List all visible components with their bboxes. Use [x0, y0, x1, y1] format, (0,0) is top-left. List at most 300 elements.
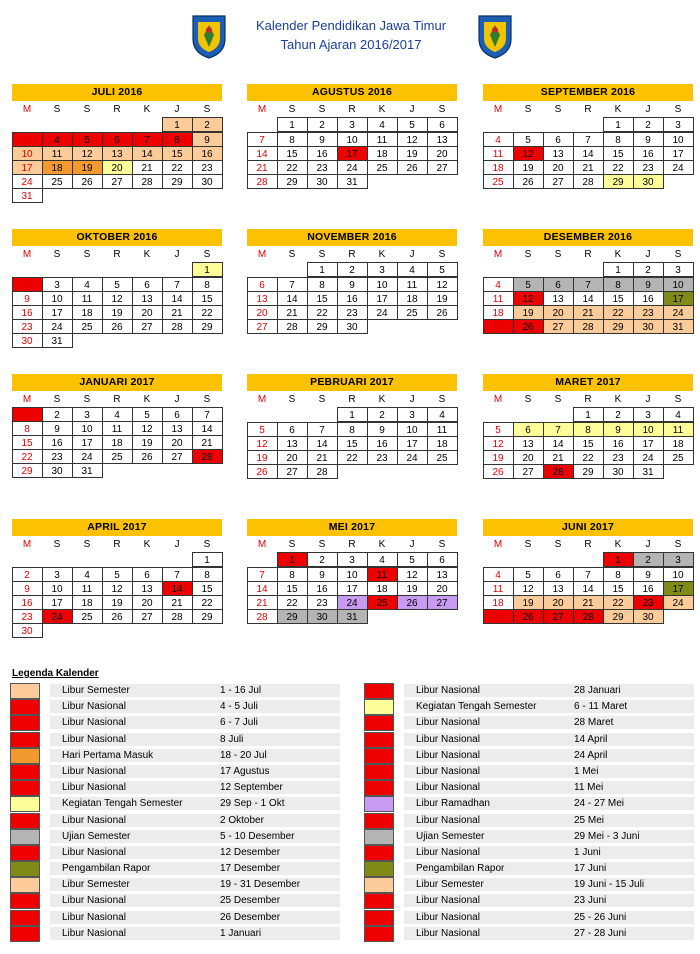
- day-cell: 6: [132, 277, 163, 292]
- legend-color-swatch: [364, 699, 394, 715]
- day-cell: 13: [543, 146, 574, 161]
- day-cell: 15: [307, 291, 338, 306]
- legend-row: [10, 861, 340, 877]
- legend-row: [10, 764, 340, 780]
- empty-cell: [543, 117, 573, 132]
- day-cell: 14: [247, 146, 278, 161]
- day-cell: 9: [42, 421, 73, 436]
- day-cell: 13: [102, 146, 133, 161]
- day-cell: 18: [397, 291, 428, 306]
- day-cell: 20: [102, 160, 133, 175]
- weekday-header: R: [584, 394, 592, 405]
- day-cell: 20: [162, 435, 193, 450]
- legend-label: Libur Nasional: [416, 685, 480, 696]
- day-cell: 31: [12, 188, 43, 203]
- day-cell: 29: [162, 174, 193, 189]
- legend-color-swatch: [364, 893, 394, 909]
- day-cell: 10: [663, 132, 694, 147]
- day-cell: 17: [663, 291, 694, 306]
- weekday-header: R: [348, 394, 356, 405]
- legend-row: [10, 893, 340, 909]
- day-cell: 17: [337, 581, 368, 596]
- day-cell: 16: [367, 436, 398, 451]
- month-title: MEI 2017: [247, 519, 457, 536]
- empty-cell: [513, 117, 543, 132]
- empty-cell: [72, 262, 102, 277]
- empty-cell: [12, 552, 42, 567]
- legend-date: 17 Juni: [574, 863, 607, 875]
- day-cell: 26: [397, 595, 428, 610]
- legend-label: Libur Nasional: [62, 895, 126, 907]
- legend-color-swatch: [10, 796, 40, 812]
- legend-color-swatch: [10, 813, 40, 829]
- day-cell: 9: [633, 277, 664, 292]
- day-cell: 20: [427, 581, 458, 596]
- day-cell: 21: [307, 450, 338, 465]
- day-cell: 4: [663, 407, 694, 422]
- day-cell: 16: [307, 146, 338, 161]
- day-cell: 31: [337, 174, 368, 189]
- day-cell: 28: [573, 174, 604, 189]
- day-cell: 26: [513, 319, 544, 334]
- day-cell: 11: [102, 421, 133, 436]
- day-cell: 11: [367, 132, 398, 147]
- day-cell: 28: [192, 449, 223, 464]
- legend-date: 19 Juni - 15 Juli: [574, 879, 645, 891]
- weekday-header: S: [318, 539, 326, 550]
- month-title: AGUSTUS 2016: [247, 84, 457, 101]
- day-cell: 11: [483, 291, 514, 306]
- day-cell: 1: [192, 262, 223, 277]
- weekday-header: J: [174, 249, 180, 260]
- day-cell: 2: [633, 552, 664, 567]
- day-cell: 15: [337, 436, 368, 451]
- legend-color-swatch: [10, 780, 40, 796]
- day-cell: 6: [247, 277, 278, 292]
- legend-row: [364, 861, 694, 877]
- day-cell: 18: [72, 305, 103, 320]
- empty-cell: [513, 552, 543, 567]
- weekday-header: K: [614, 539, 622, 550]
- day-cell: 25: [42, 174, 73, 189]
- legend-label: Libur Nasional: [416, 717, 480, 729]
- day-cell: 30: [337, 319, 368, 334]
- day-cell: 6: [102, 132, 133, 147]
- empty-cell: [277, 262, 307, 277]
- empty-cell: [247, 117, 277, 132]
- day-cell: 19: [72, 160, 103, 175]
- day-cell: 15: [603, 581, 634, 596]
- weekday-header: M: [493, 394, 503, 405]
- day-cell: 25: [102, 449, 133, 464]
- day-cell: 30: [307, 609, 338, 624]
- day-cell: 23: [367, 450, 398, 465]
- day-cell: 27: [277, 464, 308, 479]
- day-cell: 30: [12, 623, 43, 638]
- day-cell: 20: [543, 305, 574, 320]
- day-cell: 23: [307, 595, 338, 610]
- legend-label: Libur Semester: [416, 879, 484, 891]
- weekday-header: R: [113, 249, 121, 260]
- weekday-header: K: [143, 539, 151, 550]
- day-cell: 9: [367, 422, 398, 437]
- day-cell: 27: [543, 174, 574, 189]
- legend-color-swatch: [364, 813, 394, 829]
- day-cell: 22: [12, 449, 43, 464]
- day-cell: 30: [12, 333, 43, 348]
- day-cell: 10: [367, 277, 398, 292]
- legend-color-swatch: [364, 780, 394, 796]
- day-cell: 6: [543, 277, 574, 292]
- month-title: APRIL 2017: [12, 519, 222, 536]
- legend-color-swatch: [10, 893, 40, 909]
- legend-row: [10, 748, 340, 764]
- day-cell: 11: [42, 146, 73, 161]
- weekday-header: M: [493, 539, 503, 550]
- day-cell: 7: [573, 132, 604, 147]
- weekday-header: R: [584, 539, 592, 550]
- day-cell: 3: [397, 407, 428, 422]
- day-cell: 14: [573, 581, 604, 596]
- day-cell: 22: [192, 595, 223, 610]
- day-cell: 30: [192, 174, 223, 189]
- day-cell: 15: [192, 581, 223, 596]
- month-calendar: [247, 84, 457, 188]
- weekday-header: S: [83, 104, 91, 115]
- weekday-header: M: [257, 394, 267, 405]
- title-line-1: Kalender Pendidikan Jawa Timur: [255, 18, 447, 33]
- legend-color-swatch: [10, 732, 40, 748]
- day-cell: 11: [367, 567, 398, 582]
- day-cell: 18: [483, 160, 514, 175]
- day-cell: 14: [162, 291, 193, 306]
- day-cell: 14: [277, 291, 308, 306]
- day-cell: 9: [192, 132, 223, 147]
- day-cell: 14: [132, 146, 163, 161]
- day-cell: 3: [663, 262, 694, 277]
- day-cell: 17: [42, 305, 73, 320]
- title-line-2: Tahun Ajaran 2016/2017: [280, 37, 422, 52]
- day-cell: 2: [307, 117, 338, 132]
- weekday-header: S: [83, 539, 91, 550]
- day-cell: 11: [483, 581, 514, 596]
- empty-cell: [132, 117, 162, 132]
- weekday-header: S: [83, 249, 91, 260]
- day-cell: 19: [247, 450, 278, 465]
- day-cell: 9: [633, 567, 664, 582]
- month-calendar: [12, 229, 222, 347]
- day-cell: 4: [42, 132, 73, 147]
- day-cell: 30: [633, 319, 664, 334]
- day-cell: 25: [427, 450, 458, 465]
- day-cell: 6: [132, 567, 163, 582]
- day-cell: 3: [663, 117, 694, 132]
- legend-date: 2 Oktober: [220, 814, 264, 826]
- legend-row: [364, 893, 694, 909]
- legend-label: Libur Nasional: [416, 733, 480, 745]
- day-cell: 25: [367, 595, 398, 610]
- month-calendar: [247, 229, 457, 333]
- day-cell: 21: [247, 160, 278, 175]
- legend-date: 23 Juni: [574, 895, 607, 907]
- month-calendar: [12, 374, 222, 477]
- day-cell: 31: [42, 333, 73, 348]
- day-cell: 12: [513, 146, 544, 161]
- weekday-header: S: [288, 249, 296, 260]
- weekday-header: S: [53, 394, 61, 405]
- legend-label: Libur Nasional: [416, 911, 480, 923]
- weekday-header: S: [288, 394, 296, 405]
- legend-date: 28 Januari: [574, 685, 621, 696]
- weekday-header: J: [645, 394, 651, 405]
- day-cell: 4: [397, 262, 428, 277]
- legend-row: [10, 732, 340, 748]
- day-cell: 17: [663, 581, 694, 596]
- day-cell: 20: [132, 305, 163, 320]
- month-title: SEPTEMBER 2016: [483, 84, 693, 101]
- legend-date: 26 Desember: [220, 911, 281, 923]
- legend-date: 18 - 20 Jul: [220, 749, 267, 761]
- day-cell: 17: [12, 160, 43, 175]
- legend-label: Libur Nasional: [416, 782, 480, 794]
- day-cell: 31: [72, 463, 103, 478]
- day-cell: 20: [247, 305, 278, 320]
- legend-date: 14 April: [574, 733, 608, 745]
- day-cell: 12: [483, 436, 514, 451]
- legend-label: Pengambilan Rapor: [416, 863, 505, 875]
- weekday-header: S: [318, 394, 326, 405]
- day-cell: 25: [483, 174, 514, 189]
- legend-date: 1 Juni: [574, 846, 601, 858]
- day-cell: 6: [543, 567, 574, 582]
- weekday-header: S: [554, 539, 562, 550]
- day-cell: 3: [337, 552, 368, 567]
- weekday-header: S: [674, 249, 682, 260]
- legend-label: Libur Nasional: [62, 927, 126, 939]
- day-cell: 17: [397, 436, 428, 451]
- legend-row: [364, 910, 694, 926]
- day-cell: 1: [603, 552, 634, 567]
- day-cell: 31: [663, 319, 694, 334]
- empty-cell: [132, 552, 162, 567]
- legend-color-swatch: [364, 732, 394, 748]
- day-cell: 27: [427, 595, 458, 610]
- day-cell: 7: [543, 422, 574, 437]
- weekday-header: S: [203, 539, 211, 550]
- day-cell: 21: [277, 305, 308, 320]
- legend-color-swatch: [364, 845, 394, 861]
- day-cell: 26: [102, 319, 133, 334]
- day-cell: 18: [102, 435, 133, 450]
- weekday-header: R: [113, 539, 121, 550]
- legend-color-swatch: [10, 845, 40, 861]
- day-cell: 11: [72, 291, 103, 306]
- empty-cell: [543, 262, 573, 277]
- day-cell: 19: [427, 291, 458, 306]
- empty-cell: [543, 407, 573, 422]
- day-cell: 2: [337, 262, 368, 277]
- day-cell: 8: [337, 422, 368, 437]
- month-title: MARET 2017: [483, 374, 693, 391]
- day-cell: 23: [42, 449, 73, 464]
- day-cell: 15: [603, 146, 634, 161]
- legend-row: [10, 813, 340, 829]
- empty-cell: [72, 552, 102, 567]
- legend-date: 5 - 10 Desember: [220, 830, 295, 842]
- day-cell: 1: [277, 552, 308, 567]
- empty-cell: [247, 407, 277, 422]
- day-cell: 2: [12, 567, 43, 582]
- weekday-header: M: [22, 104, 32, 115]
- day-cell: 18: [367, 581, 398, 596]
- day-cell: 7: [192, 407, 223, 422]
- day-cell: 16: [12, 595, 43, 610]
- day-cell: 21: [192, 435, 223, 450]
- day-cell: 4: [102, 407, 133, 422]
- month-calendar: [483, 374, 693, 478]
- day-cell: 16: [42, 435, 73, 450]
- day-cell: 18: [427, 436, 458, 451]
- day-cell: 10: [42, 581, 73, 596]
- day-cell: 22: [277, 160, 308, 175]
- legend-date: 8 Juli: [220, 733, 244, 745]
- weekday-header: S: [438, 104, 446, 115]
- day-cell: 19: [397, 581, 428, 596]
- day-cell: 11: [427, 422, 458, 437]
- day-cell: 16: [12, 305, 43, 320]
- legend-date: 17 Agustus: [220, 765, 270, 777]
- day-cell: 24: [663, 595, 694, 610]
- day-cell: 23: [633, 595, 664, 610]
- legend-date: 24 - 27 Mei: [574, 798, 625, 810]
- day-cell: 8: [573, 422, 604, 437]
- legend-color-swatch: [364, 926, 394, 942]
- day-cell: 7: [573, 567, 604, 582]
- legend-label: Libur Nasional: [62, 814, 126, 826]
- day-cell: 1: [603, 117, 634, 132]
- east-java-emblem-icon: [476, 13, 514, 59]
- day-cell: 26: [513, 609, 544, 624]
- day-cell: 11: [663, 422, 694, 437]
- day-cell: 3: [663, 552, 694, 567]
- day-cell: 10: [633, 422, 664, 437]
- day-cell: 7: [277, 277, 308, 292]
- day-cell: 2: [192, 117, 223, 132]
- legend-color-swatch: [364, 764, 394, 780]
- day-cell: 30: [42, 463, 73, 478]
- weekday-header: M: [22, 249, 32, 260]
- day-cell: 6: [513, 422, 544, 437]
- month-title: PEBRUARI 2017: [247, 374, 457, 391]
- day-cell: 24: [337, 160, 368, 175]
- legend-color-swatch: [364, 877, 394, 893]
- legend-color-swatch: [10, 877, 40, 893]
- day-cell: 23: [337, 305, 368, 320]
- weekday-header: S: [674, 104, 682, 115]
- day-cell: 10: [337, 132, 368, 147]
- day-cell: 5: [132, 407, 163, 422]
- day-cell: 23: [192, 160, 223, 175]
- legend-date: 29 Sep - 1 Okt: [220, 798, 285, 810]
- day-cell: 30: [633, 174, 664, 189]
- month-calendar: [12, 519, 222, 637]
- legend-date: 25 - 26 Juni: [574, 911, 627, 923]
- legend-label: Libur Nasional: [416, 895, 480, 907]
- day-cell: 23: [307, 160, 338, 175]
- legend-label: Libur Nasional: [62, 701, 126, 713]
- day-cell: 10: [663, 277, 694, 292]
- day-cell: 7: [132, 132, 163, 147]
- day-cell: 13: [427, 567, 458, 582]
- empty-cell: [573, 117, 603, 132]
- day-cell: 8: [192, 277, 223, 292]
- day-cell: 27: [247, 319, 278, 334]
- day-cell: 16: [307, 581, 338, 596]
- legend-row: [364, 877, 694, 893]
- day-cell: 12: [102, 291, 133, 306]
- legend-row: [364, 845, 694, 861]
- weekday-header: S: [554, 394, 562, 405]
- weekday-header: M: [493, 104, 503, 115]
- day-cell: 20: [543, 595, 574, 610]
- month-calendar: [247, 374, 457, 478]
- day-cell: 4: [427, 407, 458, 422]
- weekday-header: S: [554, 249, 562, 260]
- day-cell: 14: [162, 581, 193, 596]
- legend-row: [10, 699, 340, 715]
- day-cell: 19: [132, 435, 163, 450]
- day-cell: 13: [162, 421, 193, 436]
- month-calendar: [247, 519, 457, 623]
- legend-date: 27 - 28 Juni: [574, 927, 627, 939]
- day-cell: 11: [397, 277, 428, 292]
- day-cell: 8: [603, 277, 634, 292]
- day-cell: 24: [42, 609, 73, 624]
- weekday-header: K: [378, 249, 386, 260]
- day-cell: 28: [132, 174, 163, 189]
- day-cell: 9: [307, 567, 338, 582]
- day-cell: 16: [192, 146, 223, 161]
- legend-label: Libur Nasional: [62, 733, 126, 745]
- day-cell: 19: [102, 305, 133, 320]
- day-cell: 10: [337, 567, 368, 582]
- day-cell: 7: [307, 422, 338, 437]
- day-cell: 13: [543, 291, 574, 306]
- day-cell: 4: [483, 567, 514, 582]
- weekday-header: R: [348, 104, 356, 115]
- weekday-header: S: [318, 249, 326, 260]
- legend-date: 6 - 11 Maret: [574, 701, 628, 713]
- day-cell: 27: [427, 160, 458, 175]
- day-cell: 18: [663, 436, 694, 451]
- day-cell: 6: [543, 132, 574, 147]
- day-cell: 12: [427, 277, 458, 292]
- weekday-header: J: [409, 539, 415, 550]
- legend-row: [364, 732, 694, 748]
- empty-cell: [573, 552, 603, 567]
- day-cell: 19: [513, 160, 544, 175]
- day-cell: 24: [633, 450, 664, 465]
- month-calendar: [483, 229, 693, 333]
- day-cell: 26: [132, 449, 163, 464]
- legend-color-swatch: [364, 910, 394, 926]
- weekday-header: S: [203, 249, 211, 260]
- day-cell: 3: [42, 567, 73, 582]
- day-cell: 5: [513, 567, 544, 582]
- day-cell: 21: [543, 450, 574, 465]
- day-cell: 25: [367, 160, 398, 175]
- weekday-header: S: [318, 104, 326, 115]
